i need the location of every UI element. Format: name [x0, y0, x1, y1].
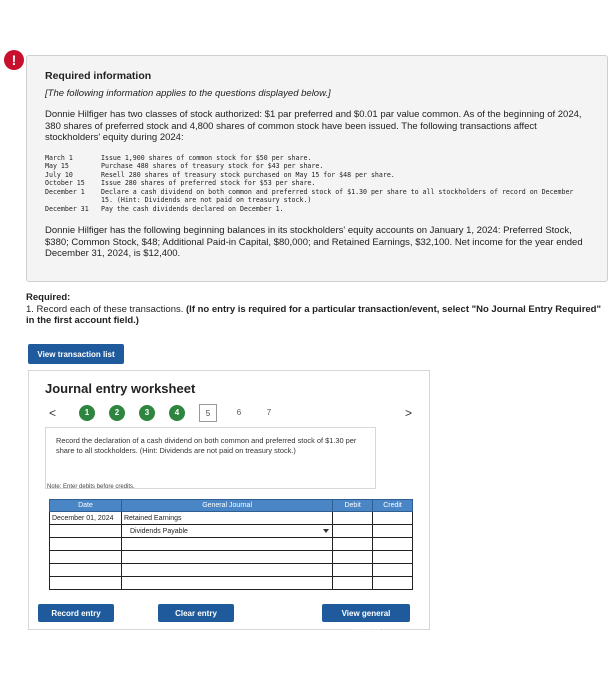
transaction-date: December 1 [45, 187, 85, 196]
credit-input[interactable] [373, 551, 413, 564]
date-cell[interactable] [50, 564, 122, 577]
date-cell[interactable] [50, 551, 122, 564]
credit-input[interactable] [373, 538, 413, 551]
transaction-row [45, 171, 589, 180]
credit-input[interactable] [373, 564, 413, 577]
journal-row [50, 577, 413, 590]
transaction-row [45, 179, 589, 188]
step-6[interactable]: 6 [236, 408, 242, 417]
credit-input[interactable] [373, 512, 413, 525]
date-cell[interactable] [50, 577, 122, 590]
view-transaction-list-button[interactable]: View transaction list [28, 344, 124, 364]
required-section [26, 292, 608, 326]
date-cell[interactable]: December 01, 2024 [50, 512, 122, 525]
credit-input[interactable] [373, 577, 413, 590]
debit-input[interactable] [333, 564, 373, 577]
required-heading: Required: [26, 292, 71, 303]
chevron-down-icon[interactable] [323, 529, 329, 533]
transaction-date: May 15 [45, 162, 69, 170]
account-cell[interactable] [121, 538, 332, 551]
debit-input[interactable] [333, 551, 373, 564]
credit-input[interactable] [373, 525, 413, 538]
account-cell[interactable] [121, 564, 332, 577]
transaction-row [45, 205, 589, 214]
journal-entry-worksheet [28, 370, 430, 630]
step-7[interactable]: 7 [266, 408, 272, 417]
required-instruction-note: (If no entry is required for a particular transaction/event, select "No Journal Entry Required" in the first account field.) [26, 304, 601, 326]
debit-input[interactable] [333, 525, 373, 538]
journal-row [50, 564, 413, 577]
transaction-row [45, 154, 589, 163]
beginning-balances-paragraph: Donnie Hilfiger has the following beginning balances in its stockholders' equity accounts on January 1, 2024: Preferred Stock, $380; Common Stock, $48; Additional Paid-in Capital, $80,000; and Retained Earnings, $32,100. Net income for the year ended December 31, 2024, is $12,400. [45, 225, 583, 259]
journal-table [49, 499, 413, 590]
column-header-date: Date [50, 500, 122, 512]
account-cell[interactable]: Dividends Payable [121, 525, 332, 538]
transaction-text: Purchase 480 shares of treasury stock for $43 per share. [101, 162, 324, 170]
journal-row [50, 551, 413, 564]
transaction-text: Resell 280 shares of treasury stock purchased on May 15 for $48 per share. [101, 170, 395, 179]
record-entry-button[interactable]: Record entry [38, 604, 114, 622]
view-general-journal-button[interactable]: View general journal [322, 604, 410, 622]
entry-prompt: Record the declaration of a cash dividend on both common and preferred stock of $1.30 per share to all stockholders. (Hint: Dividends are not paid on treasury stock.) [45, 427, 376, 489]
step-3[interactable]: 3 [139, 405, 155, 421]
entry-note: Note: Enter debits before credits. [47, 484, 135, 490]
transaction-text: Issue 280 shares of preferred stock for $53 per share. [101, 179, 316, 187]
transaction-text: Issue 1,900 shares of common stock for $50 per share. [101, 153, 312, 162]
required-instruction-text: 1. Record each of these transactions. [26, 304, 184, 315]
date-cell[interactable] [50, 525, 122, 538]
transaction-date: October 15 [45, 179, 85, 187]
worksheet-title: Journal entry worksheet [45, 381, 196, 396]
transaction-date: December 31 [45, 204, 89, 213]
info-intro: [The following information applies to the questions displayed below.] [45, 88, 331, 99]
column-header-general-journal: General Journal [121, 500, 332, 512]
transaction-row [45, 162, 589, 171]
column-header-credit: Credit [373, 500, 413, 512]
required-information-panel [26, 55, 608, 282]
journal-row [50, 525, 413, 538]
transaction-date: July 10 [45, 170, 73, 179]
transaction-date: March 1 [45, 153, 73, 162]
scenario-paragraph: Donnie Hilfiger has two classes of stock authorized: $1 par preferred and $0.01 par value common. As of the beginning of 2024, 380 shares of preferred stock and 4,800 shares of common stock have been issued. The following transactions affect stockholders' equity during 2024: [45, 109, 582, 143]
date-cell[interactable] [50, 538, 122, 551]
step-4[interactable]: 4 [169, 405, 185, 421]
account-cell[interactable] [121, 577, 332, 590]
journal-row [50, 512, 413, 525]
transaction-text: Pay the cash dividends declared on December 1. [101, 204, 284, 213]
clear-entry-button[interactable]: Clear entry [158, 604, 234, 622]
account-cell[interactable]: Retained Earnings [121, 512, 332, 525]
info-heading: Required information [45, 70, 152, 82]
transaction-text: Declare a cash dividend on both common and preferred stock of $1.30 per share to all stockholders of record on December 15. (Hint: Dividends are not paid on treasury stock.) [101, 187, 574, 204]
step-1[interactable]: 1 [79, 405, 95, 421]
account-cell[interactable] [121, 551, 332, 564]
transaction-list [45, 154, 589, 214]
step-navigation [79, 404, 277, 422]
debit-input[interactable] [333, 577, 373, 590]
prev-arrow-icon[interactable]: < [49, 406, 57, 420]
alert-icon: ! [4, 50, 24, 70]
required-instruction [26, 304, 608, 326]
step-5[interactable]: 5 [199, 404, 217, 422]
column-header-debit: Debit [333, 500, 373, 512]
debit-input[interactable] [333, 512, 373, 525]
transaction-row [45, 188, 589, 205]
debit-input[interactable] [333, 538, 373, 551]
next-arrow-icon[interactable]: > [405, 406, 413, 420]
step-2[interactable]: 2 [109, 405, 125, 421]
journal-row [50, 538, 413, 551]
